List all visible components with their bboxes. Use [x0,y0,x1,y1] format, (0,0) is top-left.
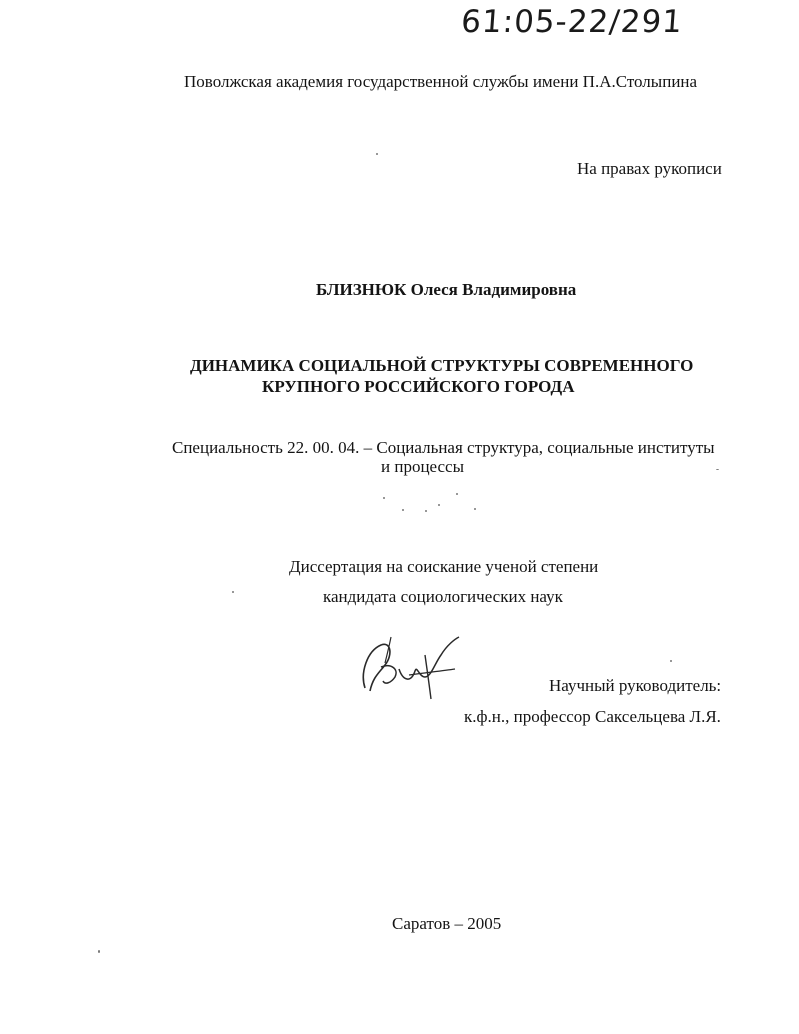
advisor-name: к.ф.н., профессор Саксельцева Л.Я. [464,707,721,726]
scan-speck [232,591,234,593]
scan-speck [402,509,404,511]
archive-number: 61:05-22/291 [460,4,685,40]
dissertation-title-line2: КРУПНОГО РОССИЙСКОГО ГОРОДА [262,377,575,396]
institution-name: Поволжская академия государственной службы имени П.А.Столыпина [184,72,698,91]
scan-speck [474,508,476,510]
scan-speck [438,504,440,506]
scan-speck [425,510,427,512]
specialty-line2: и процессы [381,457,465,476]
manuscript-note: На правах рукописи [577,159,722,178]
author-name: БЛИЗНЮК Олеся Владимировна [316,280,577,299]
dissertation-title-line1: ДИНАМИКА СОЦИАЛЬНОЙ СТРУКТУРЫ СОВРЕМЕННОГО [190,356,694,375]
scan-speck [98,950,100,953]
specialty-line1: Специальность 22. 00. 04. – Социальная структура, социальные институты [172,438,715,457]
scan-speck [670,660,672,662]
place-year: Саратов – 2005 [392,914,502,933]
scan-speck [383,497,385,499]
signature [355,633,470,703]
degree-line1: Диссертация на соискание ученой степени [289,557,599,576]
advisor-label: Научный руководитель: [549,676,722,695]
scan-speck [716,469,719,470]
scan-speck [376,153,378,155]
degree-line2: кандидата социологических наук [323,587,563,606]
scan-speck [456,493,458,495]
